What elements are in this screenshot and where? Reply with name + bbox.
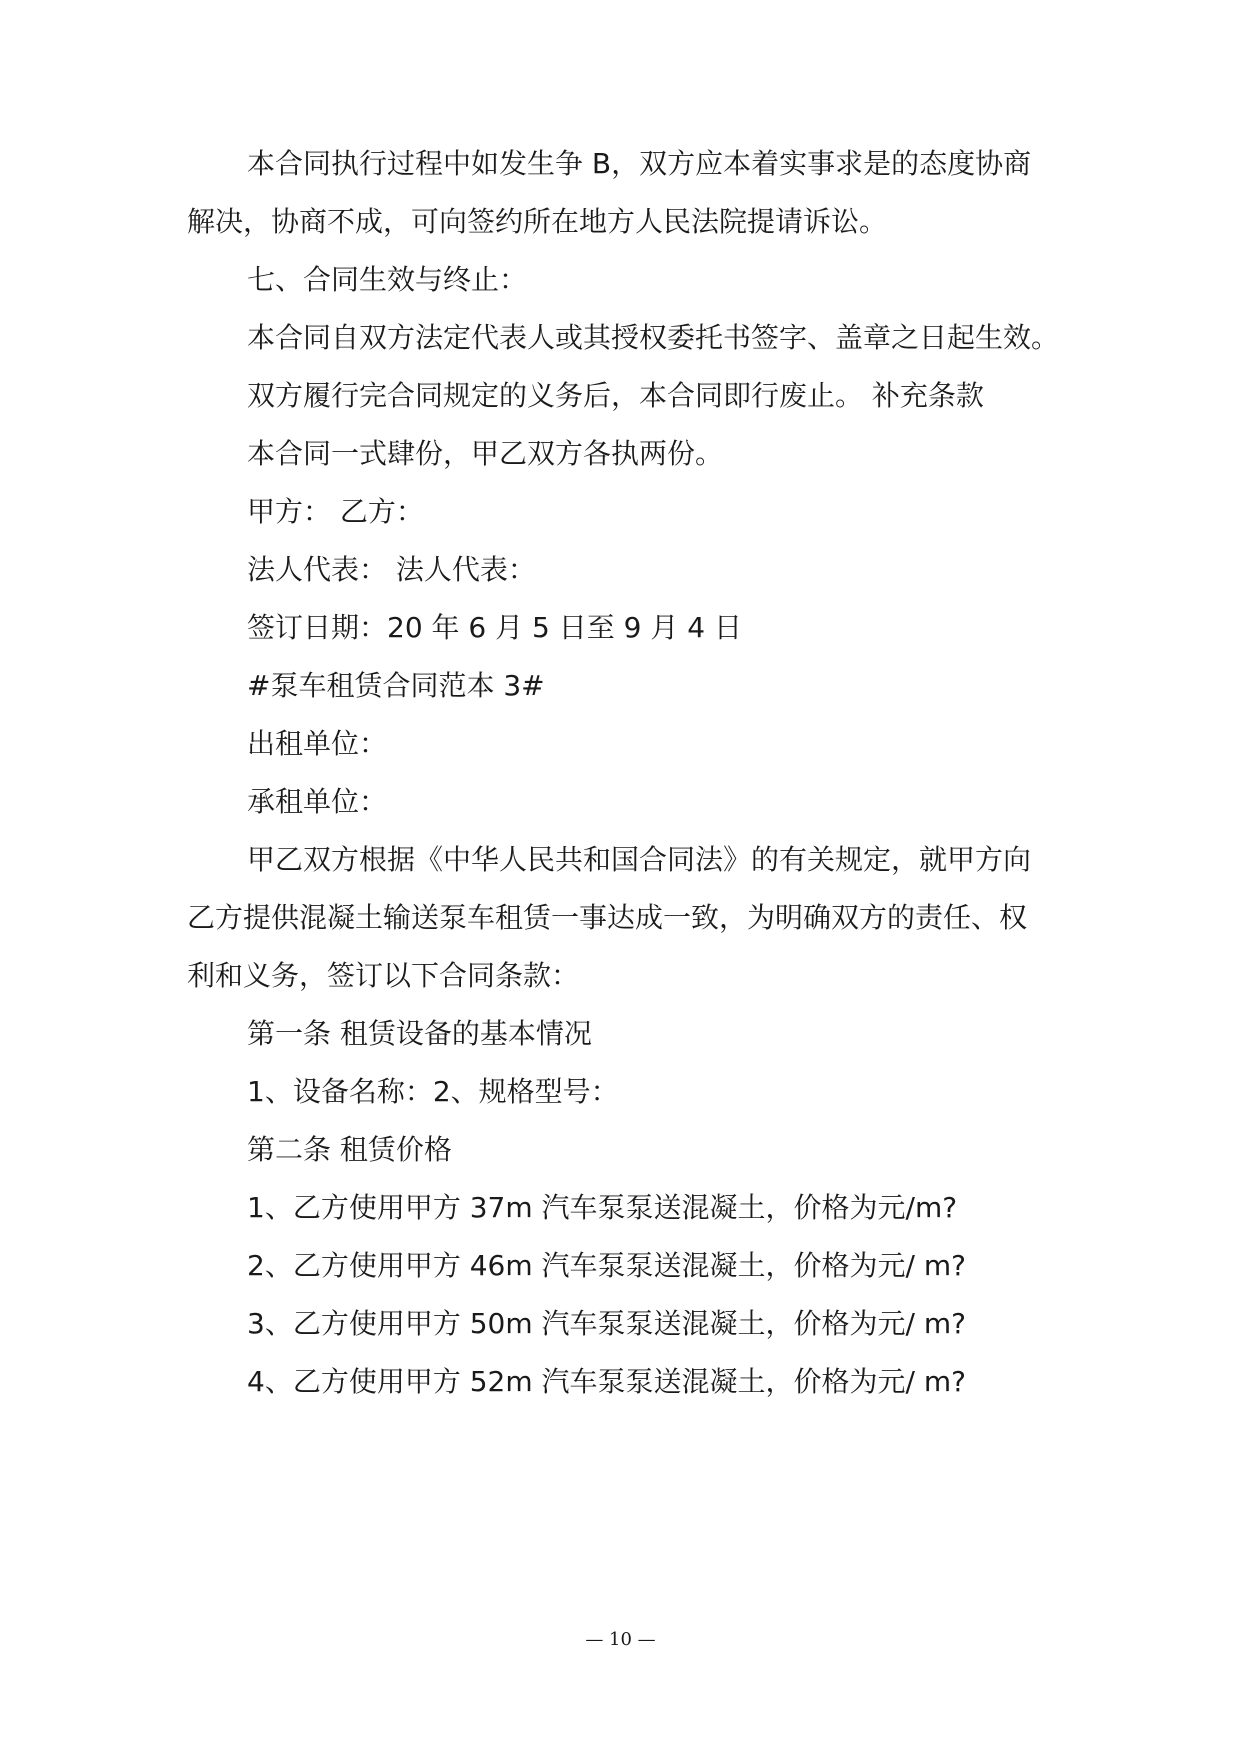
list-item: 1、乙方使用甲方 37m 汽车泵泵送混凝土，价格为元/m?: [247, 1191, 958, 1224]
paragraph-line: 本合同执行过程中如发生争 B，双方应本着实事求是的态度协商: [247, 147, 1032, 180]
section-heading: 七、合同生效与终止：: [247, 263, 528, 296]
party-line: 甲方： 乙方：: [247, 495, 424, 528]
list-item: 3、乙方使用甲方 50m 汽车泵泵送混凝土，价格为元/ m?: [247, 1307, 966, 1340]
paragraph-line: 双方履行完合同规定的义务后，本合同即行废止。 补充条款: [247, 379, 984, 412]
paragraph-line: 利和义务，签订以下合同条款：: [187, 959, 580, 992]
representative-line: 法人代表： 法人代表：: [247, 553, 536, 586]
list-item: 2、乙方使用甲方 46m 汽车泵泵送混凝土，价格为元/ m?: [247, 1249, 966, 1282]
paragraph-line: 本合同一式肆份，甲乙双方各执两份。: [247, 437, 724, 470]
list-item: 1、设备名称：2、规格型号：: [247, 1075, 619, 1108]
paragraph-line: 本合同自双方法定代表人或其授权委托书签字、盖章之日起生效。: [247, 321, 1060, 354]
signing-date-line: 签订日期：20 年 6 月 5 日至 9 月 4 日: [247, 611, 742, 644]
article-heading: 第一条 租赁设备的基本情况: [247, 1017, 592, 1050]
lessor-line: 出租单位：: [247, 727, 388, 760]
page-number: — 10 —: [585, 1629, 656, 1650]
paragraph-line: 解决，协商不成，可向签约所在地方人民法院提请诉讼。: [187, 205, 888, 238]
article-heading: 第二条 租赁价格: [247, 1133, 452, 1166]
contract-title: #泵车租赁合同范本 3#: [247, 669, 545, 702]
paragraph-line: 甲乙双方根据《中华人民共和国合同法》的有关规定，就甲方向: [247, 843, 1032, 876]
lessee-line: 承租单位：: [247, 785, 388, 818]
paragraph-line: 乙方提供混凝土输送泵车租赁一事达成一致，为明确双方的责任、权: [187, 901, 1028, 934]
list-item: 4、乙方使用甲方 52m 汽车泵泵送混凝土，价格为元/ m?: [247, 1365, 966, 1398]
